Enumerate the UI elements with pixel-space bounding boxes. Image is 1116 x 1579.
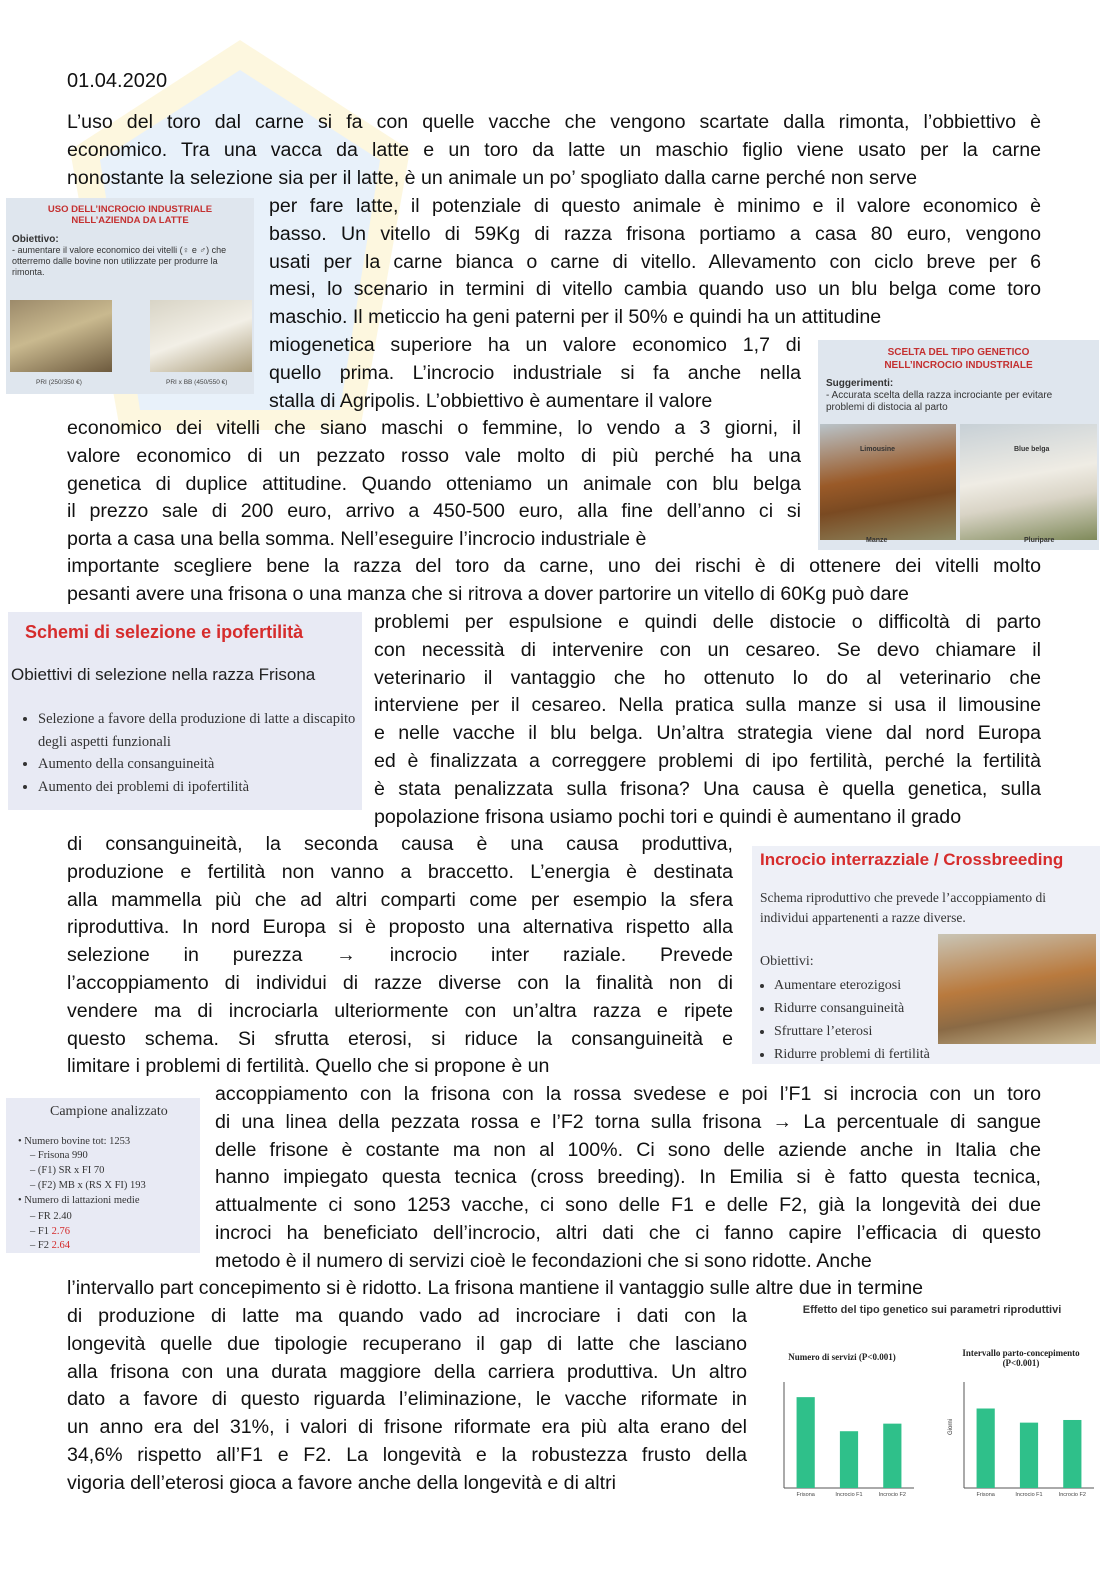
text-line: l’intervallo part concepimento si è ridotto. La frisona mantiene il vantaggio sulle altre due in termine <box>67 1277 924 1299</box>
chart-title: Effetto del tipo genetico sui parametri riproduttivi <box>802 1304 1062 1316</box>
text-line: delle frisone è costante ma non al 100%. Ci sono delle aziende anche in Italia che <box>215 1138 1041 1161</box>
sample-row <box>30 1226 70 1237</box>
text-line: genetica di duplice attitudine. Quando otteniamo un animale con blu belga <box>67 472 801 495</box>
blue-belga-photo <box>960 424 1097 540</box>
figure-title: Schemi di selezione e ipofertilità <box>25 622 304 642</box>
bar <box>1063 1420 1081 1488</box>
bar <box>883 1424 901 1488</box>
sample-value: 2.76 <box>51 1226 70 1237</box>
figure-schemi-selezione <box>8 612 362 810</box>
figure-title <box>818 346 1099 372</box>
text-line: alla frisona con una durata maggiore della carriera produttiva. Un altro <box>67 1360 747 1383</box>
figure-subtitle: Obiettivi di selezione nella razza Frisona <box>11 665 316 684</box>
figure-crossbreeding <box>752 846 1100 1064</box>
text-line: basso. Un vitello di 59Kg di razza frisona portiamo a casa 80 euro, vengono <box>269 222 1041 245</box>
sample-row: – FR 2.40 <box>30 1211 72 1222</box>
list-item: • Selezione a favore della produzione di latte a discapito degli aspetti funzionali <box>38 708 362 753</box>
tick-label: Frisona <box>796 1492 815 1498</box>
sample-row: • Numero di lattazioni medie <box>18 1195 140 1206</box>
sample-row: • Numero bovine tot: 1253 <box>18 1136 131 1147</box>
tick-label: Incrocio F2 <box>878 1492 906 1498</box>
cow-photo <box>938 934 1096 1044</box>
text-line: problemi per espulsione e quindi delle distocie o difficoltà di parto <box>374 611 1041 633</box>
photo-caption: PRI (250/350 €) <box>36 379 82 386</box>
text-line: popolazione frisona usiamo pochi tori e quindi è aumentano il grado <box>374 805 962 828</box>
text-block-3 <box>269 332 801 415</box>
text-line: miogenetica superiore ha un valore economico 1,7 di <box>269 334 801 356</box>
chart-subtitle: Intervallo parto-concepimento (P<0.001) <box>962 1348 1080 1368</box>
text-line: interviene per il cesareo. Nella pratica sulla manze si usa il limousine <box>374 694 1041 717</box>
text-line: maschio. Il meticcio ha geni paterni per il 50% e quindi ha un attitudine <box>269 306 882 329</box>
text-line: dato a favore di questo riguarda l’eliminazione, le vacche riformate in <box>67 1388 747 1411</box>
text-line: vigoria dell’eterosi gioca a favore anche della longevità e di altri <box>67 1471 616 1494</box>
sample-row: – (F2) MB x (RS X FI) 193 <box>30 1180 146 1191</box>
tick-label: Incrocio F1 <box>1015 1492 1043 1498</box>
figure-title: Campione analizzato <box>50 1104 168 1119</box>
figure-suggestions <box>826 378 1093 414</box>
text-line: attualmente ci sono 1253 vacche, ci sono delle F1 e delle F2, già la longevità dei due <box>215 1194 1041 1217</box>
bar <box>1020 1423 1038 1488</box>
text-line: alla mammella più che ad altri comparti come per esempio la sfera <box>67 888 733 911</box>
sample-row <box>30 1240 70 1251</box>
text-block-10 <box>67 1303 747 1498</box>
limousine-photo <box>820 424 956 540</box>
text-line: valore economico di un pezzato rosso vale molto di più perché ha una <box>67 444 801 467</box>
text-line: mesi, lo scenario in termini di vitello cambia quando uso un blu belga come toro <box>269 278 1041 301</box>
text-line: veterinario il vantaggio che ho ottenuto lo do al veterinario che <box>374 666 1041 689</box>
text-block-4 <box>67 415 801 554</box>
figure-campione-analizzato <box>6 1098 200 1253</box>
text-line: vendere ma di incrociarla ulteriormente con un’altra razza e ripete <box>67 999 733 1022</box>
bullet-list <box>756 974 930 1064</box>
y-axis-label: Giorni <box>948 1418 954 1435</box>
text-line: il prezzo sale di 200 euro, arrivo a 450-500 euro, alla fine dell’anno ci si <box>67 500 801 523</box>
text-block-6 <box>374 609 1041 831</box>
suggestion-text: - Accurata scelta della razza incrociante per evitare problemi di distocia al parto <box>826 390 1053 413</box>
bar <box>840 1431 858 1488</box>
calf-photo-left <box>10 300 112 372</box>
text-block-7 <box>67 831 733 1081</box>
objective-text: - aumentare il valore economico dei vitelli (♀ e ♂) che otterremo dalle bovine non utilizzate per produrre la rimonta. <box>12 245 227 277</box>
bar <box>977 1409 995 1489</box>
text-line: produzione e fertilità non vanno a braccetto. L’energia è destinata <box>67 860 733 883</box>
text-line: riproduttiva. In nord Europa si è proposto una alternativa rispetto alla <box>67 916 733 939</box>
text-line: per fare latte, il potenziale di questo animale è minimo e il valore economico è <box>269 195 1041 217</box>
bar-charts <box>764 1302 1100 1498</box>
photo-caption: Blue belga <box>1014 446 1050 453</box>
text-line: selezione in purezza → incrocio inter raziale. Prevede <box>67 944 733 967</box>
sample-row: – Frisona 990 <box>30 1150 88 1161</box>
figure-title-line: NELL’INCROCIO INDUSTRIALE <box>884 360 1033 371</box>
tick-label: Incrocio F1 <box>835 1492 863 1498</box>
figure-incrocio-industriale <box>6 198 254 394</box>
figure-effetto-tipo-genetico <box>764 1302 1100 1498</box>
figure-title-line: SCELTA DEL TIPO GENETICO <box>887 347 1030 358</box>
photo-caption: Manze <box>866 537 888 544</box>
text-line: quello prima. L’incrocio industriale si fa anche nella <box>269 361 801 384</box>
figure-scelta-tipo-genetico <box>818 340 1099 550</box>
text-line: questo schema. Si sfrutta eterosi, si riduce la consanguineità e <box>67 1027 733 1050</box>
photo-caption: Limousine <box>860 446 896 453</box>
list-item: • Ridurre problemi di fertilità <box>774 1043 930 1064</box>
text-line: importante scegliere bene la razza del toro da carne, uno dei rischi è di ottenere dei vitelli molto <box>67 555 1041 577</box>
text-line: metodo è il numero di servizi cioè le fecondazioni che si sono ridotte. Anche <box>215 1249 872 1272</box>
text-line: usati per la carne bianca o carne di vitello. Allevamento con ciclo breve per 6 <box>269 250 1041 273</box>
figure-title-line: NELL’AZIENDA DA LATTE <box>71 215 189 226</box>
list-item: • Aumento dei problemi di ipofertilità <box>38 776 362 799</box>
text-line: un anno era del 31%, i valori di frisone riformate era più alta erano del <box>67 1416 747 1439</box>
text-line: nonostante la selezione sia per il latte, è un animale un po’ spogliato dalla carne perché non serve <box>67 166 917 189</box>
suggestion-label: Suggerimenti: <box>826 378 894 389</box>
bullet-list <box>18 708 362 798</box>
text-block-2 <box>269 193 1041 332</box>
text-line: pesanti avere una frisona o una manza che si ritrova a dover partorire un vitello di 60Kg può dare <box>67 582 909 605</box>
photo-caption: Pluripare <box>1024 537 1055 544</box>
text-line: stalla di Agripolis. L’obbiettivo è aumentare il valore <box>269 389 713 412</box>
list-item: • Aumentare eterozigosi <box>774 974 930 997</box>
figure-title: Incrocio interrazziale / Crossbreeding <box>760 850 1064 869</box>
text-block-5 <box>67 553 1041 609</box>
text-line: incroci ha beneficiato dell’incrocio, altri dati che ci fanno capire l’efficacia di questo <box>215 1221 1041 1244</box>
objectives-label: Obiettivi: <box>760 954 814 969</box>
text-line: è stata penalizzata sulla frisona? Una causa è quella genetica, sulla <box>374 777 1041 800</box>
list-item: • Aumento della consanguineità <box>38 753 362 776</box>
text-block-9 <box>67 1275 1041 1303</box>
document-date: 01.04.2020 <box>67 70 168 92</box>
sample-value: 2.64 <box>51 1240 70 1251</box>
list-item: • Ridurre consanguineità <box>774 997 930 1020</box>
bar <box>797 1397 815 1488</box>
figure-title <box>6 204 254 226</box>
calf-photo-right <box>150 300 252 372</box>
text-block-8 <box>215 1081 1041 1276</box>
sample-row: – (F1) SR x FI 70 <box>30 1165 105 1176</box>
text-line: con necessità di intervenire con un cesareo. Se devo chiamare il <box>374 638 1041 661</box>
text-line: L’uso del toro dal carne si fa con quelle vacche che vengono scartate dalla rimonta, l’obbiettivo è <box>67 111 1041 133</box>
text-line: l’accoppiamento di individui di razze diverse con la finalità non di <box>67 971 733 994</box>
sample-label: – F1 <box>30 1226 52 1237</box>
text-line: di consanguineità, la seconda causa è una causa produttiva, <box>67 833 733 855</box>
text-line: hanno impiegato questa tecnica (cross breeding). In Emilia si è fatto questa tecnica, <box>215 1166 1041 1189</box>
chart-subtitle: Numero di servizi (P<0.001) <box>788 1352 896 1362</box>
figure-objective <box>12 234 248 278</box>
tick-label: Incrocio F2 <box>1058 1492 1086 1498</box>
text-line: longevità quelle due tipologie recuperano il gap di latte che lasciano <box>67 1332 747 1355</box>
text-line: limitare i problemi di fertilità. Quello che si propone è un <box>67 1055 550 1078</box>
text-line: e nelle vacche il blu belga. Un’altra strategia viene dal nord Europa <box>374 722 1041 745</box>
text-block-1 <box>67 109 1041 192</box>
text-line: 34,6% rispetto all’F1 e F2. La longevità e la robustezza frusto della <box>67 1443 747 1466</box>
list-item: • Sfruttare l’eterosi <box>774 1020 930 1043</box>
objective-label: Obiettivo: <box>12 234 59 245</box>
text-line: ed è finalizzata a correggere problemi di ipo fertilità, perché la fertilità <box>374 749 1041 772</box>
figure-description: Schema riproduttivo che prevede l’accoppiamento di individui appartenenti a razze diverse. <box>760 890 1047 925</box>
text-line: economico dei vitelli che siano maschi o femmine, lo vendo a 3 giorni, il <box>67 417 801 439</box>
photo-caption: PRI x BB (450/550 €) <box>166 379 228 386</box>
text-line: accoppiamento con la frisona con la rossa svedese e poi l’F1 si incrocia con un toro <box>215 1083 1041 1105</box>
tick-label: Frisona <box>976 1492 995 1498</box>
text-line: di produzione di latte ma quando vado ad incrociare i dati con la <box>67 1305 747 1327</box>
sample-label: – F2 <box>30 1240 52 1251</box>
text-line: porta a casa una bella somma. Nell’eseguire l’incrocio industriale è <box>67 528 647 551</box>
figure-title-line: USO DELL’INCROCIO INDUSTRIALE <box>47 204 213 215</box>
text-line: economico. Tra una vacca da latte e un toro da latte un maschio figlio viene usato per la carne <box>67 138 1041 161</box>
text-line: di una linea della pezzata rossa e l’F2 torna sulla frisona → La percentuale di sangue <box>215 1110 1041 1133</box>
